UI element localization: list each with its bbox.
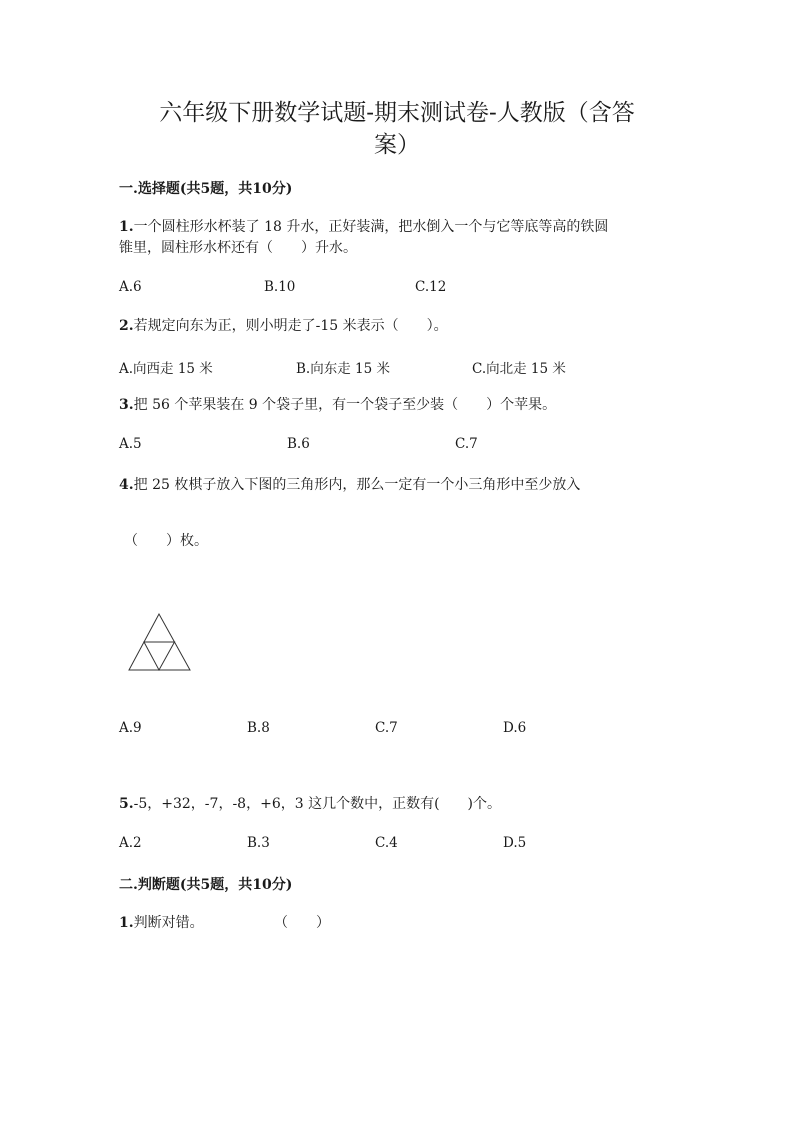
question-number: 1. [119, 219, 134, 235]
question-1-line-2: 锥里，圆柱形水杯还有（ ）升水。 [119, 240, 357, 256]
question-2-option-b: B.向东走 15 米 [296, 361, 390, 377]
question-4-option-d: D.6 [503, 720, 527, 736]
question-4-option-c: C.7 [375, 720, 398, 736]
question-text: -5，+32，-7，-8，+6，3 这几个数中，正数有( )个。 [133, 796, 502, 812]
question-2-option-a: A.向西走 15 米 [119, 361, 213, 377]
question-number: 5. [119, 796, 134, 812]
page-title-line-1: 六年级下册数学试题-期末测试卷-人教版（含答 [159, 100, 635, 126]
question-text: 一个圆柱形水杯装了 18 升水，正好装满，把水倒入一个与它等底等高的铁圆 [133, 219, 609, 235]
question-4-option-b: B.8 [247, 720, 270, 736]
question-text: 判断对错。 [133, 915, 204, 931]
question-text: 若规定向东为正，则小明走了-15 米表示（ ）。 [133, 318, 448, 334]
question-1-line-1 [119, 217, 608, 237]
question-3-option-c: C.7 [455, 436, 478, 452]
question-text: 把 56 个苹果装在 9 个袋子里，有一个袋子至少装（ ）个苹果。 [133, 397, 557, 413]
question-3-option-a: A.5 [119, 436, 142, 452]
question-2 [119, 316, 448, 336]
question-5-option-b: B.3 [247, 835, 270, 851]
question-number: 3. [119, 397, 134, 413]
question-4-option-a: A.9 [119, 720, 142, 736]
section-heading-judge: 二.判断题(共5题，共10分) [119, 877, 293, 893]
question-2-option-c: C.向北走 15 米 [472, 361, 566, 377]
question-5-option-c: C.4 [375, 835, 398, 851]
question-1-option-a: A.6 [119, 279, 142, 295]
page-title-line-2: 案） [374, 132, 420, 158]
question-1-option-b: B.10 [264, 279, 296, 295]
question-1-option-c: C.12 [415, 279, 447, 295]
subdivided-triangle-icon [126, 612, 194, 672]
question-4-line-2: （ ）枚。 [124, 533, 208, 549]
question-5 [119, 794, 501, 814]
question-text: 把 25 枚棋子放入下图的三角形内，那么一定有一个小三角形中至少放入 [133, 477, 581, 493]
judge-question-1 [119, 913, 204, 933]
question-4-line-1 [119, 475, 580, 495]
section-heading-choice: 一.选择题(共5题，共10分) [119, 181, 293, 197]
question-3-option-b: B.6 [287, 436, 310, 452]
question-number: 4. [119, 477, 134, 493]
question-5-option-d: D.5 [503, 835, 527, 851]
question-5-option-a: A.2 [119, 835, 142, 851]
question-number: 2. [119, 318, 134, 334]
question-3 [119, 395, 556, 415]
question-number: 1. [119, 915, 134, 931]
judge-question-1-blank: （ ） [274, 915, 330, 931]
